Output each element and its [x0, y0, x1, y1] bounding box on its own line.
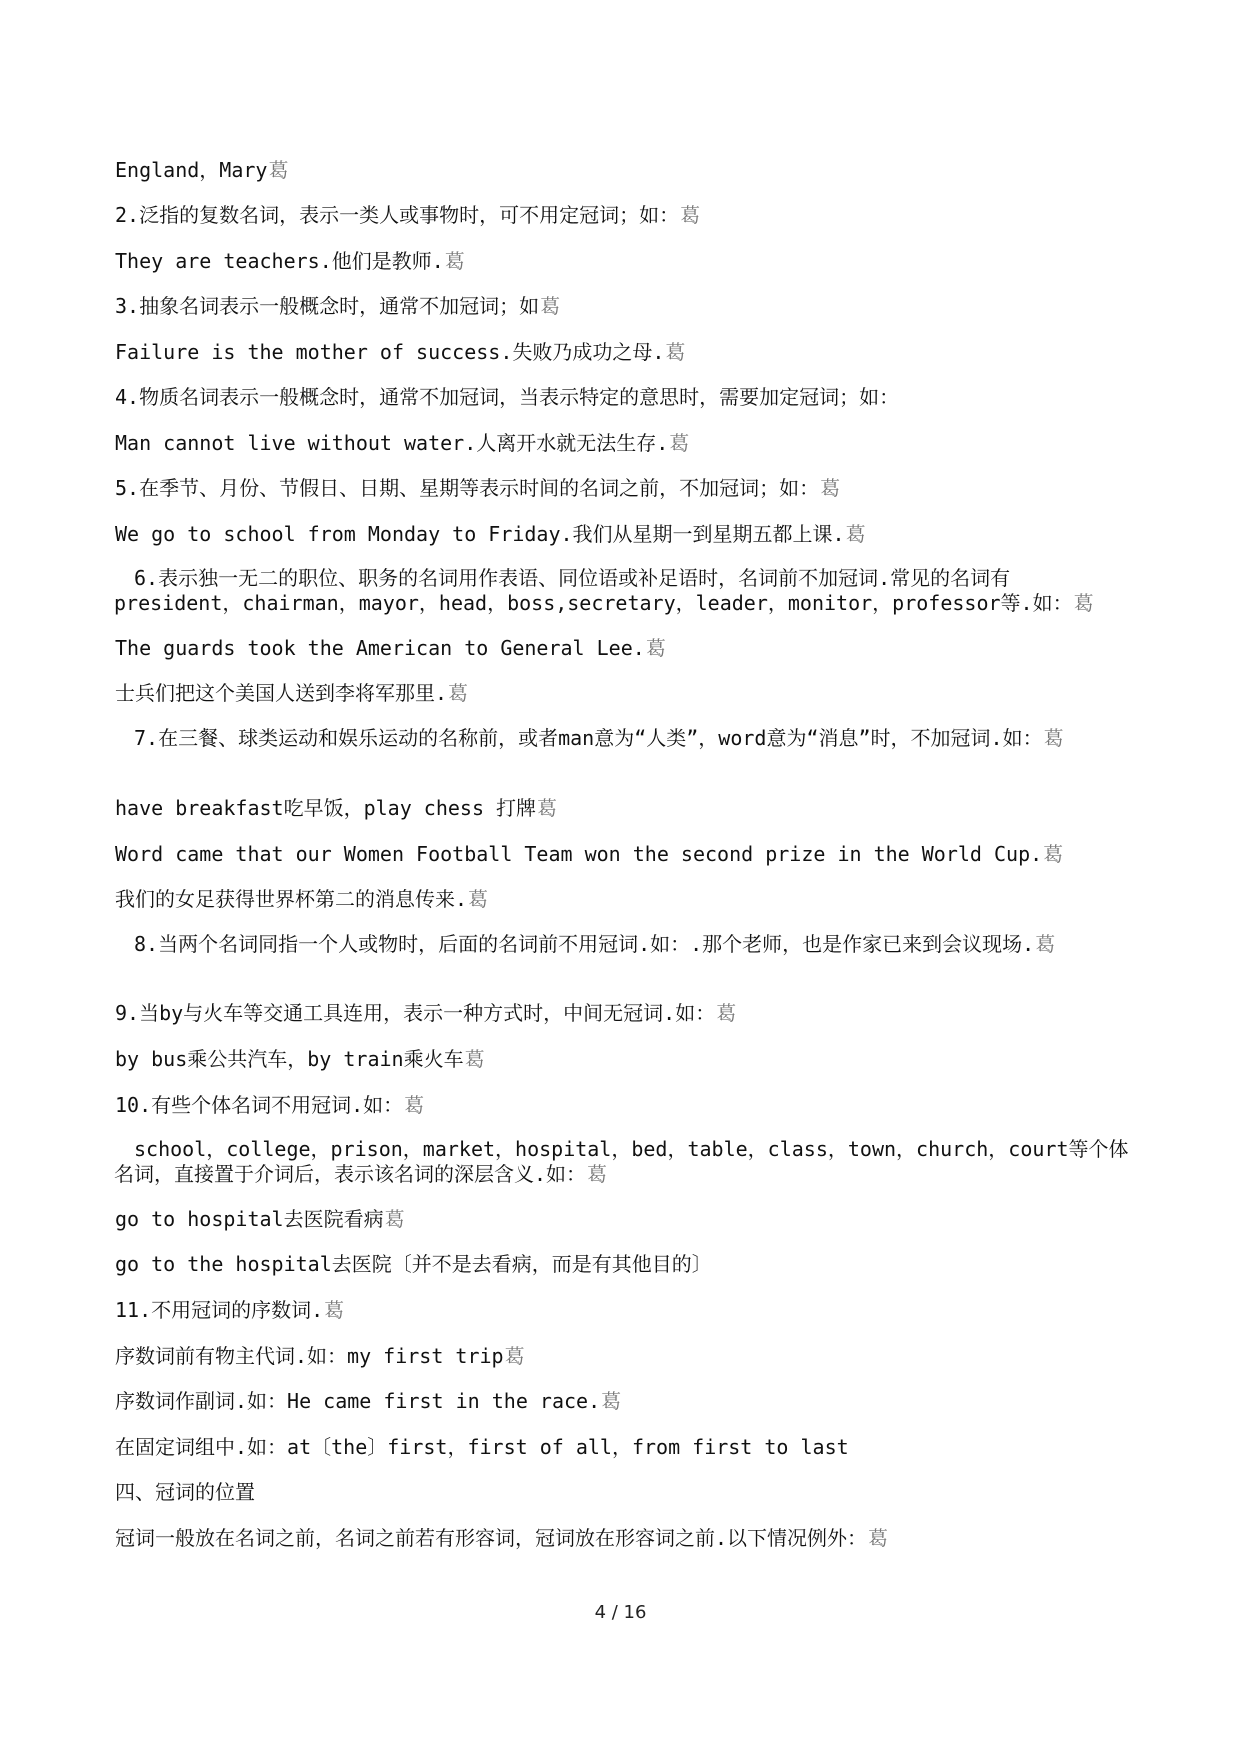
- text-line: 9.当by与火车等交通工具连用，表示一种方式时，中间无冠词.如：葛: [115, 1001, 737, 1025]
- marker-glyph: 葛: [537, 796, 558, 820]
- text-line: 冠词一般放在名词之前，名词之前若有形容词，冠词放在形容词之前.以下情况例外：葛: [115, 1526, 889, 1550]
- text-paragraph: school，college，prison，market，hospital，bed，table，class，town，church，court等个体名词，直接置于介词后，表示该名词的深层含义.如：葛: [114, 1137, 1129, 1186]
- marker-glyph: 葛: [464, 1047, 485, 1071]
- marker-glyph: 葛: [645, 636, 666, 660]
- text-line: go to the hospital去医院〔并不是去看病，而是有其他目的〕: [115, 1252, 712, 1276]
- marker-glyph: 葛: [845, 522, 866, 546]
- text-line: 3.抽象名词表示一般概念时，通常不加冠词；如葛: [115, 294, 561, 318]
- marker-glyph: 葛: [384, 1207, 405, 1231]
- text-line: We go to school from Monday to Friday.我们从星期一到星期五都上课.葛: [115, 522, 866, 546]
- marker-glyph: 葛: [1043, 726, 1064, 750]
- marker-glyph: 葛: [540, 294, 561, 318]
- marker-glyph: 葛: [868, 1526, 889, 1550]
- page-number: 4 / 16: [594, 1602, 647, 1623]
- text-paragraph: 7.在三餐、球类运动和娱乐运动的名称前，或者man意为“人类”，word意为“消息”时，不加冠词.如：葛: [134, 726, 1064, 750]
- text-line: Failure is the mother of success.失败乃成功之母.葛: [115, 340, 686, 364]
- text-paragraph: 6.表示独一无二的职位、职务的名词用作表语、同位语或补足语时，名词前不加冠词.常见的名词有president，chairman，mayor，head，boss,secretary，leader，monitor，professor等.如：葛: [114, 566, 1094, 615]
- marker-glyph: 葛: [669, 431, 690, 455]
- text-line: 4.物质名词表示一般概念时，通常不加冠词，当表示特定的意思时，需要加定冠词；如：: [115, 385, 900, 409]
- marker-glyph: 葛: [1035, 932, 1056, 956]
- text-line: 5.在季节、月份、节假日、日期、星期等表示时间的名词之前，不加冠词；如：葛: [115, 476, 841, 500]
- text-line: The guards took the American to General Lee.葛: [115, 636, 666, 660]
- marker-glyph: 葛: [448, 681, 469, 705]
- text-line: 我们的女足获得世界杯第二的消息传来.葛: [115, 887, 489, 911]
- marker-glyph: 葛: [587, 1162, 608, 1186]
- text-line: 序数词作副词.如：He came first in the race.葛: [115, 1389, 622, 1413]
- marker-glyph: 葛: [1043, 842, 1064, 866]
- marker-glyph: 葛: [601, 1389, 622, 1413]
- marker-glyph: 葛: [468, 887, 489, 911]
- text-line: 2.泛指的复数名词，表示一类人或事物时，可不用定冠词；如：葛: [115, 203, 701, 227]
- marker-glyph: 葛: [324, 1298, 345, 1322]
- text-line: England，Mary葛: [115, 158, 289, 182]
- text-line: 在固定词组中.如：at〔the〕first，first of all，from first to last: [115, 1435, 849, 1459]
- text-line: They are teachers.他们是教师.葛: [115, 249, 465, 273]
- marker-glyph: 葛: [680, 203, 701, 227]
- marker-glyph: 葛: [504, 1344, 525, 1368]
- marker-glyph: 葛: [444, 249, 465, 273]
- marker-glyph: 葛: [404, 1093, 425, 1117]
- text-line: go to hospital去医院看病葛: [115, 1207, 405, 1231]
- marker-glyph: 葛: [268, 158, 289, 182]
- text-line: 士兵们把这个美国人送到李将军那里.葛: [115, 681, 469, 705]
- text-paragraph: 8.当两个名词同指一个人或物时，后面的名词前不用冠词.如：.那个老师，也是作家已来到会议现场.葛: [134, 932, 1056, 956]
- section-heading: 四、冠词的位置: [115, 1480, 255, 1504]
- text-line: 11.不用冠词的序数词.葛: [115, 1298, 345, 1322]
- marker-glyph: 葛: [820, 476, 841, 500]
- text-line: Man cannot live without water.人离开水就无法生存.葛: [115, 431, 690, 455]
- marker-glyph: 葛: [716, 1001, 737, 1025]
- text-line: 10.有些个体名词不用冠词.如：葛: [115, 1093, 425, 1117]
- text-line: Word came that our Women Football Team won the second prize in the World Cup.葛: [115, 842, 1064, 866]
- text-line: 序数词前有物主代词.如：my first trip葛: [115, 1344, 525, 1368]
- marker-glyph: 葛: [665, 340, 686, 364]
- text-line: by bus乘公共汽车，by train乘火车葛: [115, 1047, 485, 1071]
- text-line: have breakfast吃早饭，play chess 打牌葛: [115, 796, 558, 820]
- marker-glyph: 葛: [1073, 591, 1094, 615]
